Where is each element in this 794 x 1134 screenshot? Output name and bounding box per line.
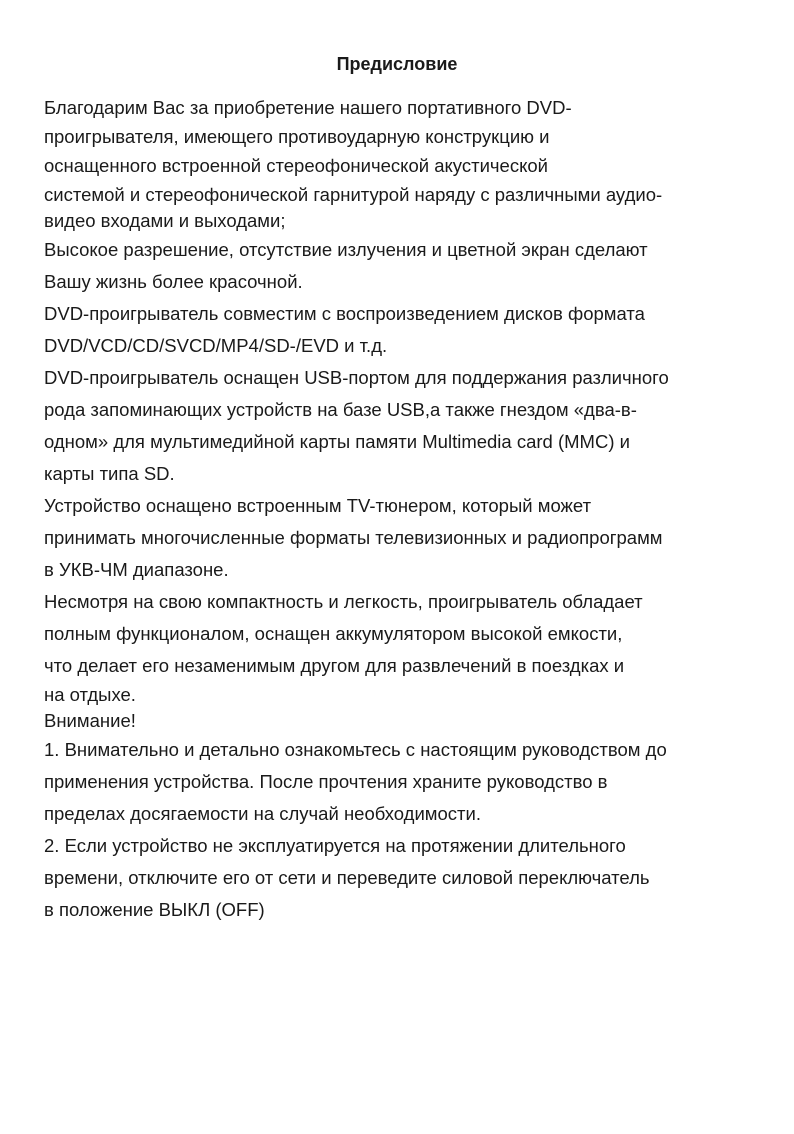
text-line: принимать многочисленные форматы телевизионных и радиопрограмм (44, 527, 663, 548)
body-text (44, 92, 764, 926)
text-line: системой и стереофонической гарнитурой наряду с различными аудио- (44, 184, 663, 205)
text-line: DVD-проигрыватель совместим с воспроизведением дисков формата (44, 303, 645, 324)
text-line: пределах досягаемости на случай необходимости. (44, 803, 481, 824)
text-line: в положение ВЫКЛ (OFF) (44, 899, 265, 920)
text-line: Вашу жизнь более красочной. (44, 271, 303, 292)
text-line: 2. Если устройство не эксплуатируется на протяжении длительного (44, 835, 626, 856)
text-line: видео входами и выходами; (44, 210, 286, 231)
text-line: 1. Внимательно и детально ознакомьтесь с настоящим руководством до (44, 739, 667, 760)
text-line: рода запоминающих устройств на базе USB,а также гнездом «два-в- (44, 399, 637, 420)
text-line: DVD/VCD/CD/SVCD/MP4/SD-/EVD и т.д. (44, 335, 388, 356)
text-line: применения устройства. После прочтения храните руководство в (44, 771, 608, 792)
text-line: Высокое разрешение, отсутствие излучения и цветной экран сделают (44, 239, 648, 260)
text-line: Несмотря на свою компактность и легкость, проигрыватель обладает (44, 591, 643, 612)
text-line: карты типа SD. (44, 463, 175, 484)
text-line: Устройство оснащено встроенным TV-тюнером, который может (44, 495, 592, 516)
text-line: что делает его незаменимым другом для развлечений в поездках и (44, 655, 625, 676)
page-title: Предисловие (336, 54, 458, 74)
text-line: Благодарим Вас за приобретение нашего портативного DVD- (44, 97, 572, 118)
text-line: времени, отключите его от сети и переведите силовой переключатель (44, 867, 650, 888)
text-line: полным функционалом, оснащен аккумулятором высокой емкости, (44, 623, 623, 644)
text-line: одном» для мультимедийной карты памяти Multimedia card (MMC) и (44, 431, 630, 452)
text-line: DVD-проигрыватель оснащен USB-портом для поддержания различного (44, 367, 669, 388)
text-line: оснащенного встроенной стереофонической акустической (44, 155, 549, 176)
text-line: проигрывателя, имеющего противоударную конструкцию и (44, 126, 550, 147)
text-line: Внимание! (44, 710, 136, 731)
text-line: в УКВ-ЧМ диапазоне. (44, 559, 229, 580)
text-line: на отдыхе. (44, 684, 136, 705)
